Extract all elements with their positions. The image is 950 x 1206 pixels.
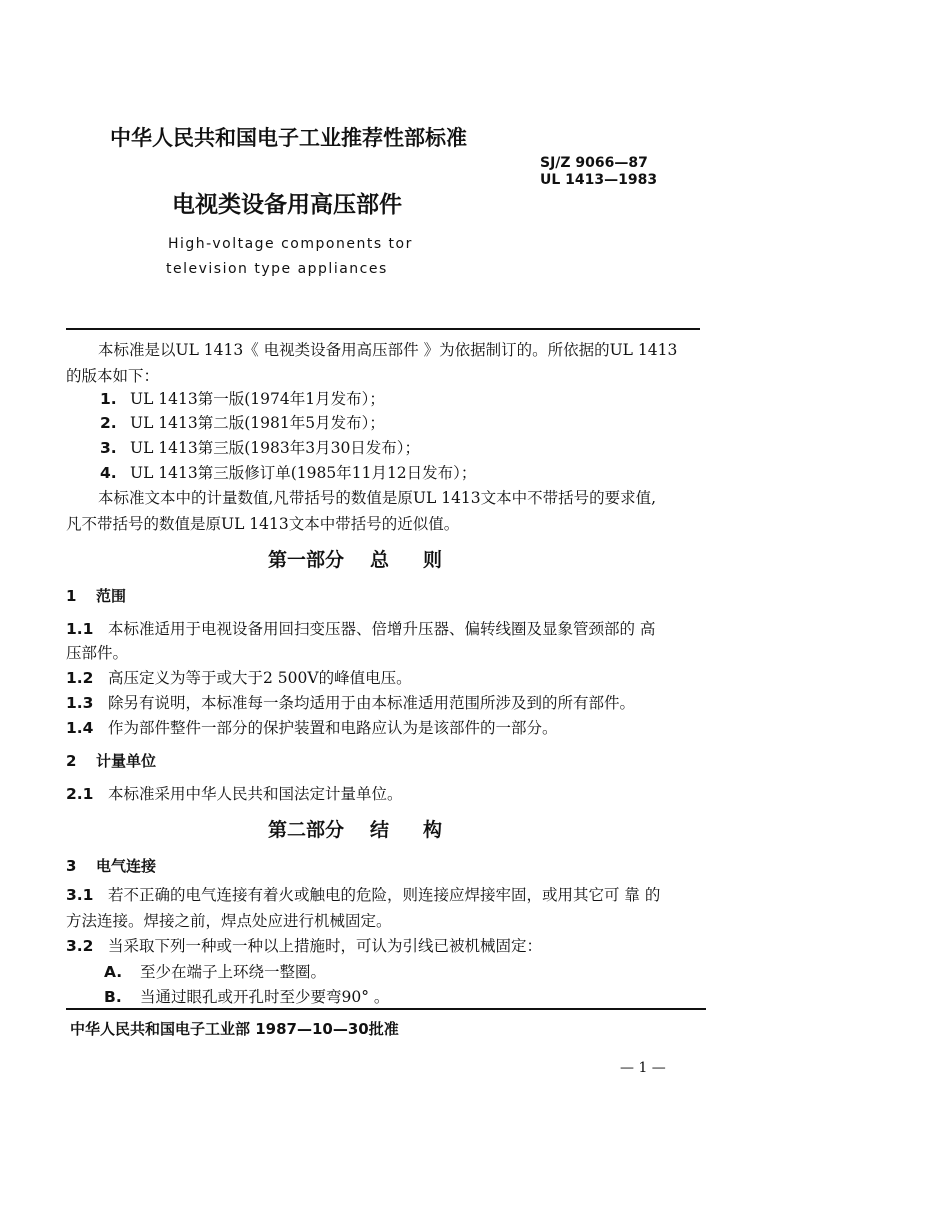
approval-line: 中华人民共和国电子工业部 1987—10—30批准: [70, 1020, 399, 1038]
section-title: 范围: [96, 587, 127, 605]
version-item-1: [100, 387, 385, 409]
standard-code-sj: SJ/Z 9066—87: [540, 155, 648, 171]
intro-paragraph-line2: 的版本如下：: [66, 367, 160, 385]
section-number: 3: [66, 857, 77, 875]
clause-number: 3.2: [66, 937, 94, 955]
clause-text: 若不正确的电气连接有着火或触电的危险，则连接应焊接牢固，或用其它可 靠 的: [108, 886, 661, 904]
clause-text: 当采取下列一种或一种以上措施时，可认为引线已被机械固定：: [108, 937, 543, 955]
version-text: UL 1413第三版修订单(1985年11月12日发布）；: [130, 464, 477, 482]
version-number: 4.: [100, 464, 117, 482]
list-marker: B.: [104, 988, 122, 1006]
standard-code-ul: UL 1413—1983: [540, 172, 658, 188]
clause-text: 本标准适用于电视设备用回扫变压器、倍增升压器、偏转线圈及显象管颈部的 高: [108, 620, 656, 638]
page-number: — 1 —: [620, 1060, 666, 1076]
clause-text: 作为部件整件一部分的保护装置和电路应认为是该部件的一部分。: [108, 719, 558, 737]
clause-1-4: [66, 716, 558, 738]
version-number: 1.: [100, 390, 117, 408]
section-1-heading: [66, 585, 126, 606]
clause-3-1-continuation: 方法连接。焊接之前，焊点处应进行机械固定。: [66, 912, 392, 930]
section-title: 计量单位: [96, 752, 157, 770]
version-text: UL 1413第二版(1981年5月发布）；: [130, 414, 385, 432]
clause-number: 1.1: [66, 620, 94, 638]
clause-1-1-continuation: 压部件。: [66, 644, 129, 662]
part2-heading-label: 第二部分: [268, 819, 345, 841]
clause-text: 本标准采用中华人民共和国法定计量单位。: [108, 785, 403, 803]
version-text: UL 1413第一版(1974年1月发布）；: [130, 390, 385, 408]
clause-2-1: [66, 782, 403, 804]
footer-divider: [66, 1008, 706, 1010]
part1-heading-label: 第一部分: [268, 549, 345, 571]
english-title-line1: High-voltage components tor: [168, 236, 413, 252]
clause-text: 高压定义为等于或大于2 500V的峰值电压。: [108, 669, 412, 687]
document-title: 电视类设备用高压部件: [172, 192, 402, 218]
section-number: 1: [66, 587, 77, 605]
english-title-line2: television type appliances: [166, 261, 388, 277]
version-number: 3.: [100, 439, 117, 457]
list-text: 至少在端子上环绕一整圈。: [140, 963, 327, 981]
section-3-heading: [66, 855, 156, 876]
list-marker: A.: [104, 963, 123, 981]
clause-number: 3.1: [66, 886, 94, 904]
version-number: 2.: [100, 414, 117, 432]
intro-paragraph-line1: 本标准是以UL 1413《 电视类设备用高压部件 》为依据制订的。所依据的UL 1413: [98, 341, 678, 359]
part1-heading: [268, 545, 476, 572]
clause-number: 2.1: [66, 785, 94, 803]
part1-heading-title: 总则: [370, 549, 477, 571]
section-title: 电气连接: [96, 857, 157, 875]
section-2-heading: [66, 750, 156, 771]
header-divider: [66, 328, 700, 330]
clause-1-1: [66, 617, 655, 639]
clause-3-1: [66, 883, 660, 905]
list-text: 当通过眼孔或开孔时至少要弯90° 。: [140, 988, 390, 1006]
clause-text: 除另有说明，本标准每一条均适用于由本标准适用范围所涉及到的所有部件。: [108, 694, 636, 712]
version-item-2: [100, 411, 385, 433]
clause-3-2: [66, 934, 542, 956]
list-item-b: [104, 985, 389, 1007]
part2-heading: [268, 815, 476, 842]
intro-note-line1: 本标准文本中的计量数值,凡带括号的数值是原UL 1413文本中不带括号的要求值,: [98, 489, 657, 507]
clause-number: 1.4: [66, 719, 94, 737]
version-item-4: [100, 461, 476, 483]
issuing-authority-title: 中华人民共和国电子工业推荐性部标准: [110, 126, 467, 150]
clause-number: 1.2: [66, 669, 94, 687]
clause-1-2: [66, 666, 412, 688]
intro-note-line2: 凡不带括号的数值是原UL 1413文本中带括号的近似值。: [66, 515, 460, 533]
clause-1-3: [66, 691, 635, 713]
version-item-3: [100, 436, 420, 458]
version-text: UL 1413第三版(1983年3月30日发布）；: [130, 439, 421, 457]
part2-heading-title: 结构: [370, 819, 477, 841]
list-item-a: [104, 960, 326, 982]
clause-number: 1.3: [66, 694, 94, 712]
section-number: 2: [66, 752, 77, 770]
